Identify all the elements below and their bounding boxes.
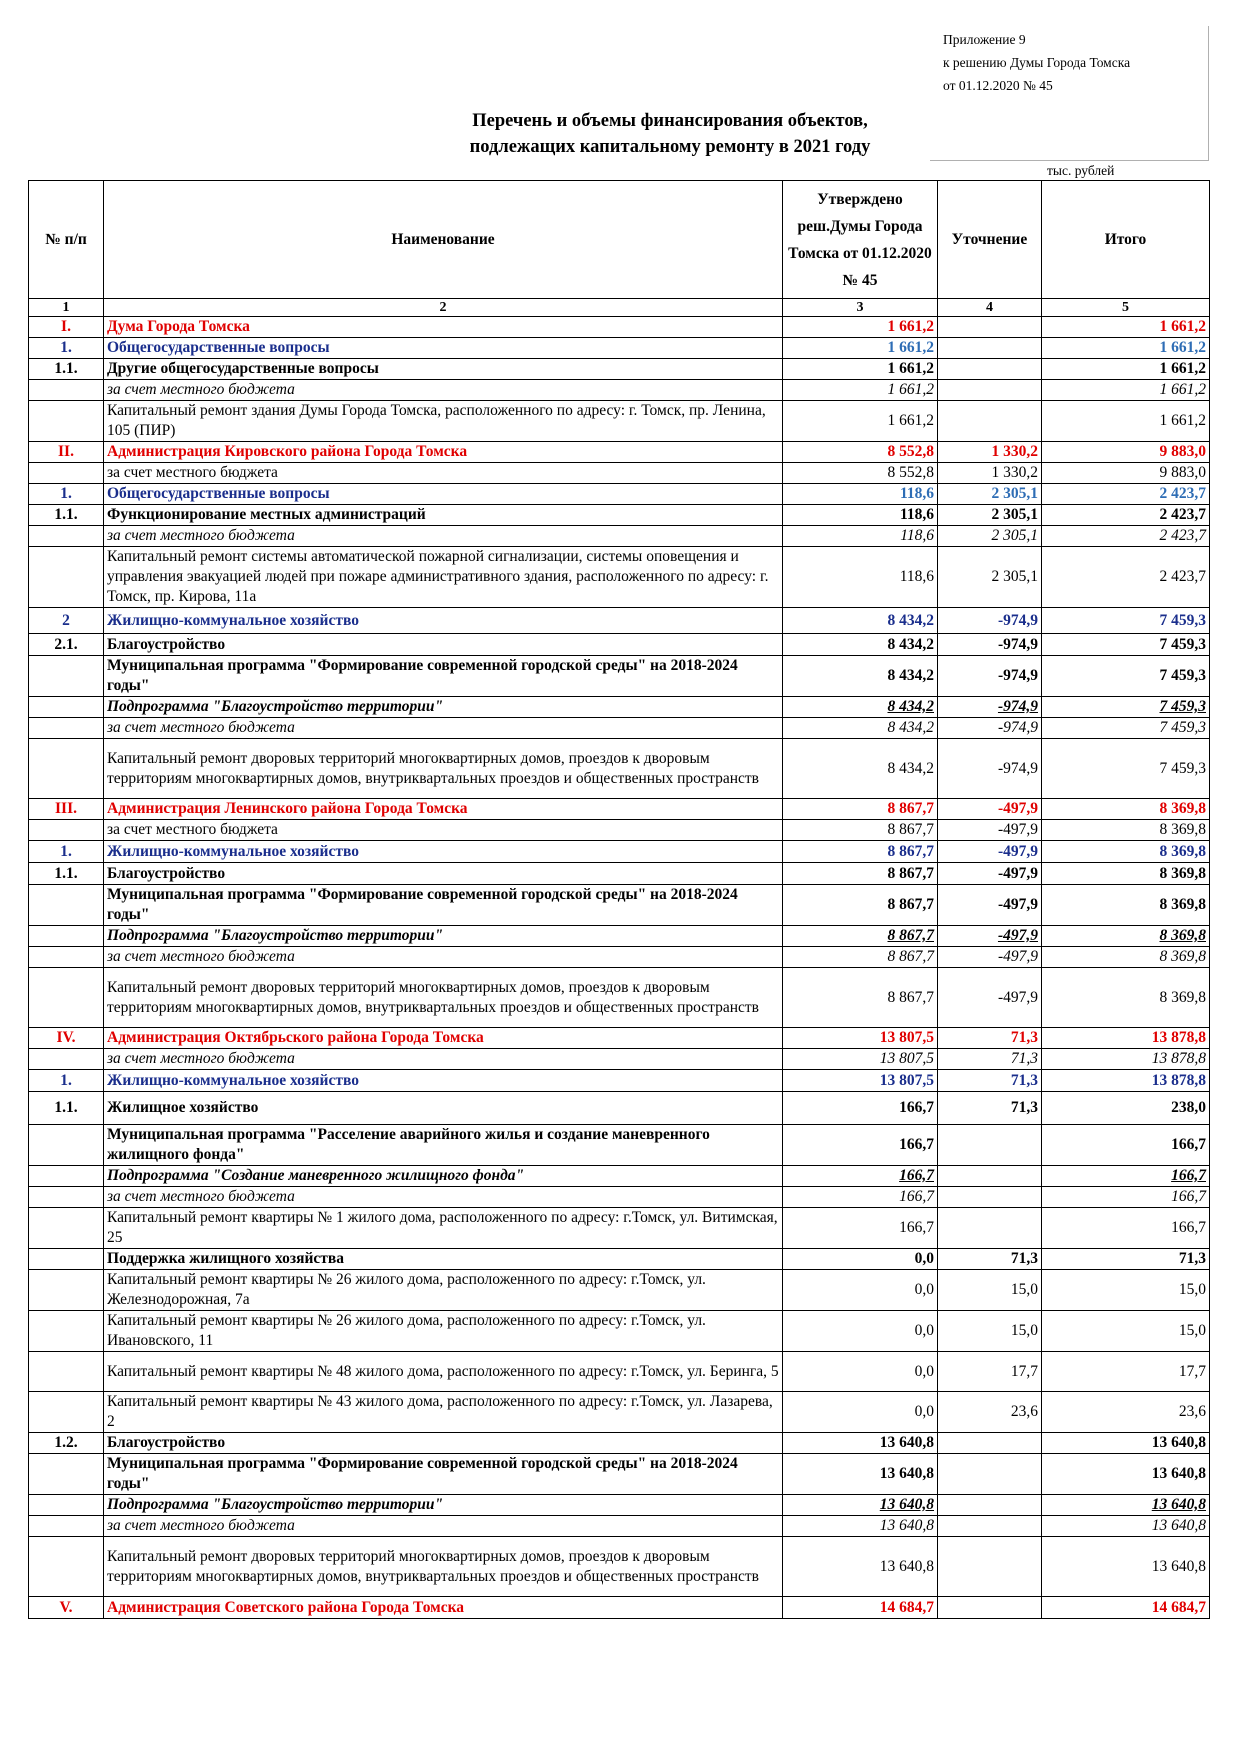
row-number: 1.1. [29, 505, 104, 526]
row-clarification-value [938, 1187, 1042, 1208]
row-name: Капитальный ремонт дворовых территорий многоквартирных домов, проездов к дворовым территориям многоквартирных домов, внутриквартальных проездов и общественных пространств [104, 1537, 783, 1597]
row-clarification-value: 2 305,1 [938, 505, 1042, 526]
row-number: 1.1. [29, 863, 104, 885]
table-row [29, 1516, 1210, 1537]
row-number [29, 1049, 104, 1070]
row-approved-value: 8 867,7 [783, 841, 938, 863]
table-row [29, 1495, 1210, 1516]
title-line-1: Перечень и объемы финансирования объектов, [472, 111, 868, 131]
table-row [29, 1352, 1210, 1392]
row-name: Жилищно-коммунальное хозяйство [104, 1070, 783, 1092]
row-approved-value: 118,6 [783, 505, 938, 526]
row-clarification-value: -974,9 [938, 718, 1042, 739]
row-approved-value: 8 434,2 [783, 634, 938, 656]
row-clarification-value: 71,3 [938, 1070, 1042, 1092]
column-number: 1 [29, 299, 104, 317]
table-row [29, 968, 1210, 1028]
row-number [29, 885, 104, 926]
row-clarification-value: 71,3 [938, 1049, 1042, 1070]
row-number: 2 [29, 608, 104, 634]
row-approved-value: 14 684,7 [783, 1597, 938, 1619]
row-clarification-value: -974,9 [938, 608, 1042, 634]
units-label: тыс. рублей [1047, 163, 1115, 178]
table-row [29, 841, 1210, 863]
row-name: Муниципальная программа "Расселение аварийного жилья и создание маневренного жилищного фонда" [104, 1125, 783, 1166]
row-total-value: 15,0 [1042, 1270, 1210, 1311]
row-clarification-value: -497,9 [938, 926, 1042, 947]
row-number [29, 1270, 104, 1311]
row-name: Администрация Советского района Города Томска [104, 1597, 783, 1619]
row-approved-value: 0,0 [783, 1352, 938, 1392]
row-clarification-value: 23,6 [938, 1392, 1042, 1433]
table-row [29, 947, 1210, 968]
row-name: за счет местного бюджета [104, 947, 783, 968]
table-row [29, 484, 1210, 505]
table-row [29, 463, 1210, 484]
table-row [29, 697, 1210, 718]
row-number: V. [29, 1597, 104, 1619]
row-name: Муниципальная программа "Формирование современной городской среды" на 2018-2024 годы" [104, 1454, 783, 1495]
row-total-value: 7 459,3 [1042, 634, 1210, 656]
table-row [29, 380, 1210, 401]
row-approved-value: 118,6 [783, 547, 938, 608]
row-number [29, 1311, 104, 1352]
row-total-value: 13 640,8 [1042, 1433, 1210, 1454]
table-row [29, 1392, 1210, 1433]
row-total-value: 8 369,8 [1042, 841, 1210, 863]
row-clarification-value [938, 1208, 1042, 1249]
row-approved-value: 8 867,7 [783, 947, 938, 968]
row-number [29, 739, 104, 799]
row-total-value: 8 369,8 [1042, 947, 1210, 968]
table-row [29, 505, 1210, 526]
row-approved-value: 13 640,8 [783, 1495, 938, 1516]
row-number [29, 1125, 104, 1166]
row-approved-value: 8 434,2 [783, 656, 938, 697]
table-row [29, 1028, 1210, 1049]
row-clarification-value: 71,3 [938, 1249, 1042, 1270]
row-number [29, 547, 104, 608]
row-name: Подпрограмма "Благоустройство территории" [104, 697, 783, 718]
table-row [29, 634, 1210, 656]
page-title [330, 108, 1010, 160]
table-row [29, 1187, 1210, 1208]
row-clarification-value [938, 1454, 1042, 1495]
row-name: Жилищное хозяйство [104, 1092, 783, 1125]
row-name: Администрация Октябрьского района Города Томска [104, 1028, 783, 1049]
table-row [29, 863, 1210, 885]
row-name: Капитальный ремонт квартиры № 1 жилого дома, расположенного по адресу: г.Томск, ул. Витимская, 25 [104, 1208, 783, 1249]
row-name: Подпрограмма "Благоустройство территории" [104, 926, 783, 947]
row-clarification-value [938, 1537, 1042, 1597]
row-number [29, 968, 104, 1028]
row-number [29, 1249, 104, 1270]
table-row [29, 1537, 1210, 1597]
row-number [29, 1392, 104, 1433]
table-row [29, 799, 1210, 820]
row-clarification-value [938, 1516, 1042, 1537]
row-clarification-value [938, 380, 1042, 401]
row-clarification-value: -497,9 [938, 947, 1042, 968]
table-row [29, 401, 1210, 442]
header-row [29, 181, 1210, 299]
row-name: за счет местного бюджета [104, 1049, 783, 1070]
row-name: Муниципальная программа "Формирование современной городской среды" на 2018-2024 годы" [104, 656, 783, 697]
row-approved-value: 118,6 [783, 484, 938, 505]
row-clarification-value [938, 401, 1042, 442]
row-name: Капитальный ремонт квартиры № 26 жилого дома, расположенного по адресу: г.Томск, ул. Ивановского, 11 [104, 1311, 783, 1352]
corner-border [1208, 26, 1209, 160]
row-name: Жилищно-коммунальное хозяйство [104, 841, 783, 863]
row-total-value: 1 661,2 [1042, 401, 1210, 442]
row-total-value: 13 640,8 [1042, 1537, 1210, 1597]
column-number: 4 [938, 299, 1042, 317]
row-number [29, 1187, 104, 1208]
row-total-value: 166,7 [1042, 1208, 1210, 1249]
row-number [29, 1537, 104, 1597]
row-number: 1.1. [29, 1092, 104, 1125]
row-total-value: 14 684,7 [1042, 1597, 1210, 1619]
table-row [29, 1049, 1210, 1070]
row-clarification-value: 15,0 [938, 1270, 1042, 1311]
title-line-2: подлежащих капитальному ремонту в 2021 году [469, 137, 871, 157]
row-total-value: 7 459,3 [1042, 697, 1210, 718]
row-approved-value: 1 661,2 [783, 338, 938, 359]
row-name: за счет местного бюджета [104, 463, 783, 484]
row-number [29, 947, 104, 968]
row-total-value: 8 369,8 [1042, 863, 1210, 885]
row-total-value: 13 640,8 [1042, 1516, 1210, 1537]
table-row [29, 338, 1210, 359]
row-approved-value: 0,0 [783, 1249, 938, 1270]
row-name: Подпрограмма "Благоустройство территории" [104, 1495, 783, 1516]
col-header-num: № п/п [29, 181, 104, 299]
row-clarification-value: 1 330,2 [938, 442, 1042, 463]
row-clarification-value [938, 1433, 1042, 1454]
row-number: I. [29, 317, 104, 338]
row-total-value: 15,0 [1042, 1311, 1210, 1352]
row-clarification-value: -497,9 [938, 820, 1042, 841]
row-clarification-value: 17,7 [938, 1352, 1042, 1392]
table-row [29, 1597, 1210, 1619]
column-number-row [29, 299, 1210, 317]
row-approved-value: 8 434,2 [783, 718, 938, 739]
row-number: IV. [29, 1028, 104, 1049]
row-total-value: 2 423,7 [1042, 484, 1210, 505]
table-row [29, 608, 1210, 634]
row-approved-value: 1 661,2 [783, 380, 938, 401]
table-row [29, 1092, 1210, 1125]
row-name: Капитальный ремонт здания Думы Города Томска, расположенного по адресу: г. Томск, пр. Ленина, 105 (ПИР) [104, 401, 783, 442]
row-number: 1. [29, 484, 104, 505]
row-approved-value: 13 640,8 [783, 1454, 938, 1495]
row-number: 1.2. [29, 1433, 104, 1454]
row-number [29, 697, 104, 718]
row-total-value: 8 369,8 [1042, 968, 1210, 1028]
row-name: за счет местного бюджета [104, 526, 783, 547]
row-approved-value: 8 867,7 [783, 799, 938, 820]
row-total-value: 7 459,3 [1042, 718, 1210, 739]
row-name: Администрация Ленинского района Города Томска [104, 799, 783, 820]
row-name: Другие общегосударственные вопросы [104, 359, 783, 380]
row-name: Благоустройство [104, 634, 783, 656]
row-number: III. [29, 799, 104, 820]
row-number [29, 1516, 104, 1537]
row-number [29, 526, 104, 547]
row-clarification-value: -497,9 [938, 799, 1042, 820]
row-approved-value: 8 434,2 [783, 608, 938, 634]
row-number: 2.1. [29, 634, 104, 656]
row-approved-value: 8 867,7 [783, 863, 938, 885]
row-name: Капитальный ремонт системы автоматической пожарной сигнализации, системы оповещения и управления эвакуацией людей при пожаре административного здания, расположенного по адресу: г. Томск, пр. Кирова, 11а [104, 547, 783, 608]
row-clarification-value: -497,9 [938, 885, 1042, 926]
table-row [29, 1270, 1210, 1311]
corner-border-bottom [930, 160, 1209, 161]
row-clarification-value: -974,9 [938, 697, 1042, 718]
row-name: Капитальный ремонт дворовых территорий многоквартирных домов, проездов к дворовым территориям многоквартирных домов, внутриквартальных проездов и общественных пространств [104, 968, 783, 1028]
row-clarification-value: 1 330,2 [938, 463, 1042, 484]
row-name: Благоустройство [104, 1433, 783, 1454]
row-approved-value: 8 867,7 [783, 926, 938, 947]
col-header-name: Наименование [104, 181, 783, 299]
table-row [29, 1249, 1210, 1270]
row-clarification-value [938, 338, 1042, 359]
table-row [29, 526, 1210, 547]
row-clarification-value: 15,0 [938, 1311, 1042, 1352]
table-row [29, 1454, 1210, 1495]
row-total-value: 1 661,2 [1042, 380, 1210, 401]
row-clarification-value [938, 1125, 1042, 1166]
table-row [29, 739, 1210, 799]
row-total-value: 13 878,8 [1042, 1049, 1210, 1070]
row-name: Функционирование местных администраций [104, 505, 783, 526]
row-clarification-value: 71,3 [938, 1028, 1042, 1049]
appendix-line-3: от 01.12.2020 № 45 [943, 78, 1053, 93]
row-total-value: 7 459,3 [1042, 656, 1210, 697]
row-approved-value: 8 434,2 [783, 697, 938, 718]
row-approved-value: 166,7 [783, 1166, 938, 1187]
row-total-value: 1 661,2 [1042, 317, 1210, 338]
row-approved-value: 8 552,8 [783, 442, 938, 463]
row-number [29, 1495, 104, 1516]
column-number: 2 [104, 299, 783, 317]
row-name: Общегосударственные вопросы [104, 484, 783, 505]
row-number [29, 463, 104, 484]
row-clarification-value [938, 359, 1042, 380]
column-number: 5 [1042, 299, 1210, 317]
row-total-value: 13 878,8 [1042, 1028, 1210, 1049]
row-number: 1.1. [29, 359, 104, 380]
row-approved-value: 13 640,8 [783, 1516, 938, 1537]
row-total-value: 13 878,8 [1042, 1070, 1210, 1092]
row-name: Поддержка жилищного хозяйства [104, 1249, 783, 1270]
row-total-value: 13 640,8 [1042, 1495, 1210, 1516]
appendix-note [943, 28, 1130, 97]
row-clarification-value: -974,9 [938, 656, 1042, 697]
column-number: 3 [783, 299, 938, 317]
row-total-value: 2 423,7 [1042, 526, 1210, 547]
row-approved-value: 166,7 [783, 1187, 938, 1208]
table-row [29, 1433, 1210, 1454]
row-approved-value: 13 640,8 [783, 1537, 938, 1597]
row-number [29, 1352, 104, 1392]
row-total-value: 23,6 [1042, 1392, 1210, 1433]
row-name: за счет местного бюджета [104, 820, 783, 841]
row-number: 1. [29, 1070, 104, 1092]
row-number: 1. [29, 841, 104, 863]
row-total-value: 2 423,7 [1042, 547, 1210, 608]
row-number: II. [29, 442, 104, 463]
row-name: Дума Города Томска [104, 317, 783, 338]
row-approved-value: 1 661,2 [783, 317, 938, 338]
row-clarification-value: -497,9 [938, 968, 1042, 1028]
table-row [29, 1311, 1210, 1352]
table-row [29, 885, 1210, 926]
row-clarification-value: 2 305,1 [938, 547, 1042, 608]
row-name: Капитальный ремонт квартиры № 26 жилого дома, расположенного по адресу: г.Томск, ул. Железнодорожная, 7а [104, 1270, 783, 1311]
table-row [29, 359, 1210, 380]
row-total-value: 7 459,3 [1042, 739, 1210, 799]
row-approved-value: 8 434,2 [783, 739, 938, 799]
row-clarification-value: -497,9 [938, 863, 1042, 885]
row-name: Благоустройство [104, 863, 783, 885]
row-name: Жилищно-коммунальное хозяйство [104, 608, 783, 634]
row-total-value: 238,0 [1042, 1092, 1210, 1125]
row-total-value: 8 369,8 [1042, 926, 1210, 947]
row-clarification-value [938, 1597, 1042, 1619]
row-approved-value: 13 640,8 [783, 1433, 938, 1454]
row-clarification-value [938, 1166, 1042, 1187]
row-approved-value: 166,7 [783, 1208, 938, 1249]
row-name: за счет местного бюджета [104, 1516, 783, 1537]
row-clarification-value: 2 305,1 [938, 526, 1042, 547]
col-header-approved: Утверждено реш.Думы Города Томска от 01.12.2020 № 45 [783, 181, 938, 299]
row-number: 1. [29, 338, 104, 359]
row-clarification-value [938, 1495, 1042, 1516]
row-number [29, 926, 104, 947]
row-approved-value: 118,6 [783, 526, 938, 547]
table-row [29, 442, 1210, 463]
row-clarification-value: 2 305,1 [938, 484, 1042, 505]
row-approved-value: 8 867,7 [783, 820, 938, 841]
row-total-value: 8 369,8 [1042, 820, 1210, 841]
row-approved-value: 0,0 [783, 1311, 938, 1352]
row-clarification-value [938, 317, 1042, 338]
row-clarification-value: 71,3 [938, 1092, 1042, 1125]
table-row [29, 1125, 1210, 1166]
col-header-clarification: Уточнение [938, 181, 1042, 299]
row-approved-value: 1 661,2 [783, 359, 938, 380]
row-number [29, 718, 104, 739]
row-clarification-value: -497,9 [938, 841, 1042, 863]
row-name: Капитальный ремонт дворовых территорий многоквартирных домов, проездов к дворовым территориям многоквартирных домов, внутриквартальных проездов и общественных пространств [104, 739, 783, 799]
row-total-value: 8 369,8 [1042, 885, 1210, 926]
row-number [29, 380, 104, 401]
row-name: Капитальный ремонт квартиры № 48 жилого дома, расположенного по адресу: г.Томск, ул. Беринга, 5 [104, 1352, 783, 1392]
row-approved-value: 13 807,5 [783, 1070, 938, 1092]
row-approved-value: 8 552,8 [783, 463, 938, 484]
row-total-value: 166,7 [1042, 1187, 1210, 1208]
table-row [29, 1166, 1210, 1187]
row-approved-value: 13 807,5 [783, 1028, 938, 1049]
appendix-line-1: Приложение 9 [943, 32, 1026, 47]
row-total-value: 17,7 [1042, 1352, 1210, 1392]
row-approved-value: 166,7 [783, 1092, 938, 1125]
table-row [29, 718, 1210, 739]
row-total-value: 1 661,2 [1042, 338, 1210, 359]
row-number [29, 820, 104, 841]
row-name: за счет местного бюджета [104, 718, 783, 739]
row-name: за счет местного бюджета [104, 380, 783, 401]
row-name: Капитальный ремонт квартиры № 43 жилого дома, расположенного по адресу: г.Томск, ул. Лазарева, 2 [104, 1392, 783, 1433]
financing-table [28, 180, 1210, 1619]
row-number [29, 401, 104, 442]
row-number [29, 1166, 104, 1187]
row-approved-value: 8 867,7 [783, 885, 938, 926]
table-row [29, 656, 1210, 697]
row-name: за счет местного бюджета [104, 1187, 783, 1208]
row-name: Подпрограмма "Создание маневренного жилищного фонда" [104, 1166, 783, 1187]
row-approved-value: 0,0 [783, 1392, 938, 1433]
table-row [29, 1070, 1210, 1092]
row-number [29, 1208, 104, 1249]
table-row [29, 926, 1210, 947]
row-clarification-value: -974,9 [938, 634, 1042, 656]
row-total-value: 166,7 [1042, 1125, 1210, 1166]
row-approved-value: 0,0 [783, 1270, 938, 1311]
row-name: Общегосударственные вопросы [104, 338, 783, 359]
table-row [29, 317, 1210, 338]
row-approved-value: 1 661,2 [783, 401, 938, 442]
row-total-value: 9 883,0 [1042, 463, 1210, 484]
table-row [29, 1208, 1210, 1249]
table-row [29, 547, 1210, 608]
row-approved-value: 13 807,5 [783, 1049, 938, 1070]
row-total-value: 9 883,0 [1042, 442, 1210, 463]
col-header-total: Итого [1042, 181, 1210, 299]
row-name: Муниципальная программа "Формирование современной городской среды" на 2018-2024 годы" [104, 885, 783, 926]
row-total-value: 7 459,3 [1042, 608, 1210, 634]
row-total-value: 13 640,8 [1042, 1454, 1210, 1495]
row-approved-value: 166,7 [783, 1125, 938, 1166]
row-total-value: 166,7 [1042, 1166, 1210, 1187]
row-total-value: 71,3 [1042, 1249, 1210, 1270]
row-total-value: 8 369,8 [1042, 799, 1210, 820]
row-clarification-value: -974,9 [938, 739, 1042, 799]
table-row [29, 820, 1210, 841]
appendix-line-2: к решению Думы Города Томска [943, 55, 1131, 70]
row-total-value: 1 661,2 [1042, 359, 1210, 380]
row-approved-value: 8 867,7 [783, 968, 938, 1028]
row-total-value: 2 423,7 [1042, 505, 1210, 526]
row-name: Администрация Кировского района Города Томска [104, 442, 783, 463]
row-number [29, 1454, 104, 1495]
row-number [29, 656, 104, 697]
